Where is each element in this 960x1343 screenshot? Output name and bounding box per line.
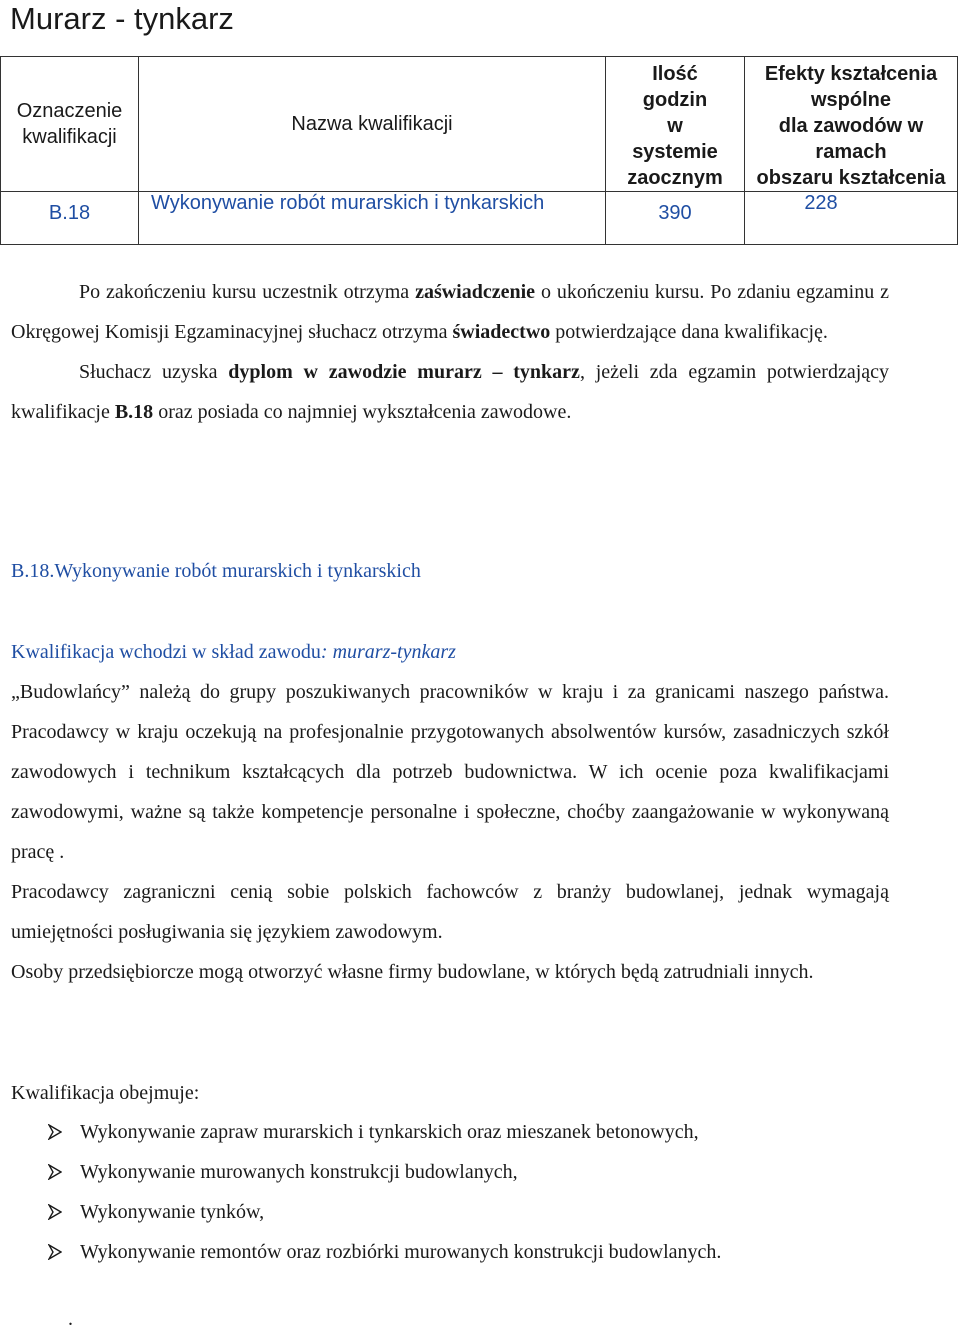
list-item-text: Wykonywanie remontów oraz rozbiórki murowanych konstrukcji budowlanych. <box>80 1241 722 1263</box>
header-hours-line: zaocznym <box>627 167 723 189</box>
header-effects-line: wspólne <box>810 89 891 111</box>
arrowhead-bullet-icon <box>48 1164 62 1180</box>
row-effects: 228 <box>745 192 958 245</box>
table-header-row <box>1 57 958 192</box>
intro-text: Słuchacz uzyska <box>79 361 229 383</box>
list-item <box>0 1152 900 1192</box>
qualification-table <box>0 56 958 245</box>
arrowhead-bullet-icon <box>48 1244 62 1260</box>
header-hours-line: systemie <box>632 141 718 163</box>
list-item-text: Wykonywanie tynków, <box>80 1201 265 1223</box>
header-code: Oznaczenie kwalifikacji <box>1 57 139 192</box>
intro-text: oraz posiada co najmniej wykształcenia zawodowe. <box>153 401 572 423</box>
list-item <box>0 1232 900 1272</box>
header-effects-line: dla zawodów w <box>778 115 924 137</box>
header-hours-line: w <box>667 115 683 137</box>
scope-list <box>0 1112 900 1272</box>
header-hours <box>606 57 745 192</box>
body-paragraph-1: „Budowlańcy” należą do grupy poszukiwanych pracowników w kraju i za granicami naszego państwa. Pracodawcy w kraju oczekują na profesjonalnie przygotowanych absolwentów kursów, zasadniczych szkół zawodowych i technikum kształcących dla potrzeb budownictwa. W ich ocenie poza kwalifikacjami zawodowymi, ważne są także kompetencje personalne i społeczne, choćby zaangażowanie w wykonywaną pracę . <box>11 681 889 863</box>
intro-bold-certificate: zaświadczenie <box>415 281 536 303</box>
arrowhead-bullet-icon <box>48 1124 62 1140</box>
intro-paragraph-1 <box>11 272 889 352</box>
scope-label: Kwalifikacja obejmuje: <box>11 1082 200 1104</box>
page-title: Murarz - tynkarz <box>10 1 234 36</box>
profession-label: Kwalifikacja wchodzi w skład zawodu <box>11 641 321 663</box>
list-item-text: Wykonywanie zapraw murarskich i tynkarskich oraz mieszanek betonowych, <box>80 1121 699 1143</box>
body-paragraph-2: Pracodawcy zagraniczni cenią sobie polskich fachowców z branży budowlanej, jednak wymagają umiejętności posługiwania się językiem zawodowym. <box>11 881 889 943</box>
row-name: Wykonywanie robót murarskich i tynkarskich <box>139 192 606 245</box>
intro-section <box>11 272 889 432</box>
header-hours-line: godzin <box>642 89 708 111</box>
header-effects-line: ramach <box>815 141 887 163</box>
arrowhead-bullet-icon <box>48 1204 62 1220</box>
intro-bold-diploma: dyplom w zawodzie murarz – tynkarz <box>228 361 580 383</box>
header-effects <box>745 57 958 192</box>
row-code: B.18 <box>1 192 139 245</box>
list-item <box>0 1112 900 1152</box>
intro-text: o ukończeniu kursu. Po zdaniu egzaminu z Okręgowej Komisji Egzaminacyjnej słuchacz otrzyma <box>11 281 890 343</box>
header-name: Nazwa kwalifikacji <box>139 57 606 192</box>
intro-paragraph-2 <box>11 352 889 432</box>
profession-line <box>11 632 456 672</box>
intro-text: Po zakończeniu kursu uczestnik otrzyma <box>79 281 416 303</box>
list-item <box>0 1192 900 1232</box>
row-hours: 390 <box>606 192 745 245</box>
intro-text: potwierdzające dana kwalifikację. <box>550 321 828 343</box>
section-heading: B.18.Wykonywanie robót murarskich i tynkarskich <box>11 560 421 582</box>
body-paragraph-3: Osoby przedsiębiorcze mogą otworzyć własne firmy budowlane, w których będą zatrudniali innych. <box>11 961 814 983</box>
intro-bold-diploma-cert: świadectwo <box>452 321 551 343</box>
intro-bold-code: B.18 <box>114 401 154 423</box>
list-item-text: Wykonywanie murowanych konstrukcji budowlanych, <box>80 1161 518 1183</box>
header-hours-line: Ilość <box>652 63 698 85</box>
body-section <box>11 672 889 992</box>
intro-text: , jeżeli zda egzamin potwierdzający kwalifikacje <box>11 361 890 423</box>
header-effects-line: obszaru kształcenia <box>756 167 946 189</box>
profession-value: : murarz-tynkarz <box>320 641 456 663</box>
header-effects-line: Efekty kształcenia <box>764 63 938 85</box>
trailing-dot: . <box>68 1308 73 1330</box>
table-row <box>1 192 958 245</box>
